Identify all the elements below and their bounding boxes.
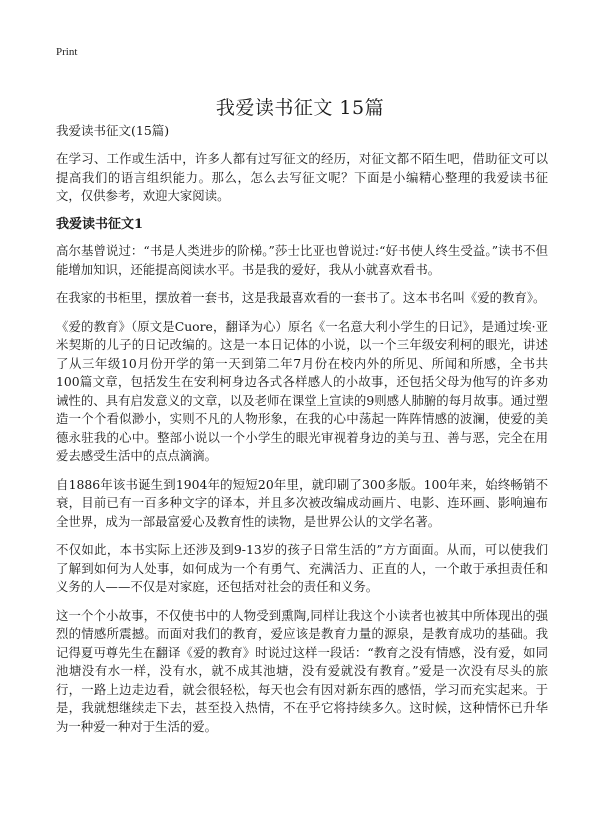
body-paragraph: 不仅如此，本书实际上还涉及到9-13岁的孩子日常生活的”方方面面。从而，可以使我们了解到如何为人处事，如何成为一个有勇气、充满活力、正直的人，一个敢于承担责任和义务的人——不仅是对家庭，还包括对社会的责任和义务。 <box>56 542 548 594</box>
body-paragraph: 在我家的书柜里，摆放着一套书，这是我最喜欢看的一套书了。这本书名叫《爱的教育》。 <box>56 290 546 305</box>
body-paragraph: 高尔基曾说过：“书是人类进步的阶梯。”莎士比亚也曾说过:“好书使人终生受益。”读书不但能增加知识，还能提高阅读水平。书是我的爱好，我从小就喜欢看书。 <box>56 243 548 277</box>
body-paragraph: 《爱的教育》（原文是Cuore，翻译为心）原名《一名意大利小学生的日记》，是通过埃·亚米契斯的儿子的日记改编的。这是一本日记体的小说，以一个三年级安利柯的眼光，讲述了从三年级10月份开学的第一天到第二年7月份在校内外的所见、所闻和所感，全书共100篇文章，包括发生在安利柯身边各式各样感人的小故事，还包括父母为他写的许多劝诫性的、具有启发意义的文章，以及老师在课堂上宣读的9则感人肺腑的每月故事。通过塑造一个个看似渺小，实则不凡的人物形象，在我的心中荡起一阵阵情感的波澜，使爱的美德永驻我的心中。整部小说以一个小学生的眼光审视着身边的美与丑、善与恶，完全在用爱去感受生活中的点点滴滴。 <box>56 318 548 463</box>
print-link[interactable]: Print <box>56 46 78 58</box>
page-subtitle: 我爱读书征文(15篇) <box>56 123 170 138</box>
page-title: 我爱读书征文 15篇 <box>215 96 385 119</box>
article-body <box>56 150 548 746</box>
body-paragraph: 自1886年该书诞生到1904年的短短20年里，就印刷了300多版。100年来，始终畅销不衰，目前已有一百多种文字的译本，并且多次被改编成动画片、电影、连环画、影响遍布全世界，成为一部最富爱心及教育性的读物，是世界公认的文学名著。 <box>56 476 548 529</box>
section-heading: 我爱读书征文1 <box>56 216 144 232</box>
body-paragraph: 这一个个小故事，不仅使书中的人物受到熏陶,同样让我这个小读者也被其中所体现出的强烈的情感所震撼。而面对我们的教育，爱应该是教育力量的源泉，是教育成功的基础。我记得夏丏尊先生在翻译《爱的教育》时说过这样一段话：“教育之没有情感，没有爱，如同池塘没有水一样，没有水，就不成其池塘，没有爱就没有教育。”爱是一次没有尽头的旅行，一路上边走边看，就会很轻松，每天也会有因对新东西的感悟，学习而充实起来。于是，我就想继续走下去，甚至投入热情，不在乎它将持续多久。这时候，这种情怀已升华为一种爱一种对于生活的爱。 <box>56 607 548 734</box>
intro-paragraph: 在学习、工作或生活中，许多人都有过写征文的经历，对征文都不陌生吧，借助征文可以提高我们的语言组织能力。那么，怎么去写征文呢？下面是小编精心整理的我爱读书征文，仅供参考，欢迎大家阅读。 <box>56 151 548 203</box>
